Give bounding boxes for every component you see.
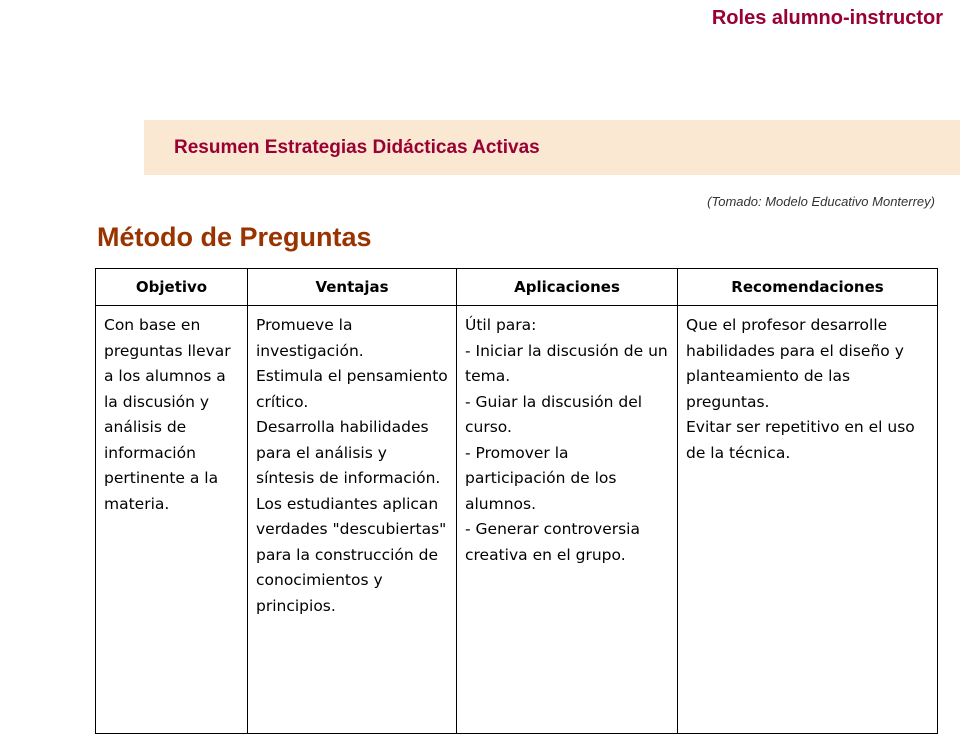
method-table	[95, 268, 938, 734]
table-row	[96, 306, 938, 734]
section-title: Método de Preguntas	[97, 222, 372, 252]
cell-recomendaciones: Que el profesor desarrolle habilidades para el diseño y planteamiento de las preguntas. Evitar ser repetitivo en el uso de la técnica.	[678, 306, 938, 734]
header-title: Roles alumno-instructor	[711, 7, 943, 29]
banner-title: Resumen Estrategias Didácticas Activas	[174, 136, 540, 158]
banner	[144, 120, 960, 175]
column-header-aplicaciones: Aplicaciones	[457, 269, 678, 306]
cell-ventajas: Promueve la investigación. Estimula el pensamiento crítico. Desarrolla habilidades para el análisis y síntesis de información. Los estudiantes aplican verdades "descubiertas" para la construcción de conocimientos y principios.	[248, 306, 457, 734]
cell-objetivo: Con base en preguntas llevar a los alumnos a la discusión y análisis de información pertinente a la materia.	[96, 306, 248, 734]
column-header-ventajas: Ventajas	[248, 269, 457, 306]
table-header-row	[96, 269, 938, 306]
cell-aplicaciones: Útil para: - Iniciar la discusión de un tema. - Guiar la discusión del curso. - Promover la participación de los alumnos. - Generar controversia creativa en el grupo.	[457, 306, 678, 734]
source-note: (Tomado: Modelo Educativo Monterrey)	[707, 194, 935, 209]
column-header-objetivo: Objetivo	[96, 269, 248, 306]
column-header-recomendaciones: Recomendaciones	[678, 269, 938, 306]
